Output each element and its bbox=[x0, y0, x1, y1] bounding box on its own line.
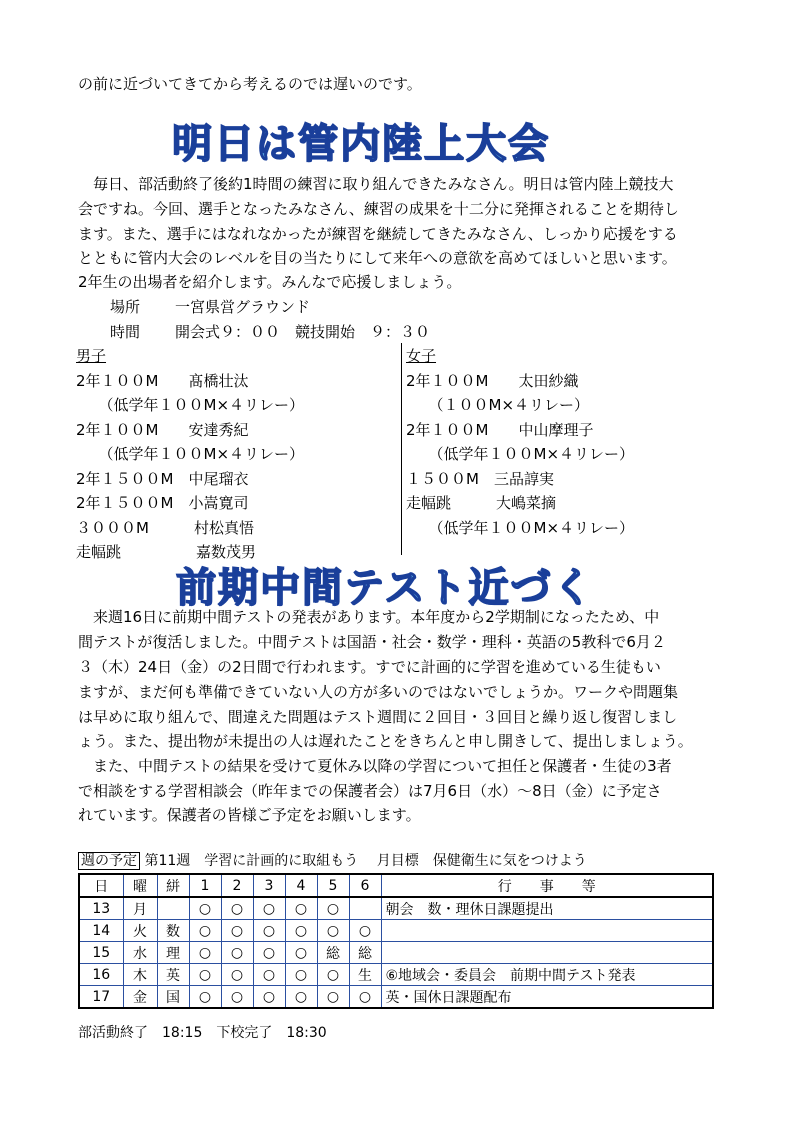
paragraph-line: とともに管内大会のレベルを目の当たりにして来年への意欲を高めてほしいと思います。 bbox=[78, 249, 677, 267]
club-time-footer: 部活動終了 18:15 下校完了 18:30 bbox=[78, 1025, 327, 1041]
table-cell: ○ bbox=[285, 964, 317, 986]
table-cell: 水 bbox=[123, 942, 157, 964]
section-title-track-meet: 明日は管内陸上大会 bbox=[172, 121, 550, 167]
table-cell: 総 bbox=[317, 942, 349, 964]
schedule-table bbox=[78, 873, 714, 1009]
boys-entry: 走幅跳 嘉数茂男 bbox=[76, 543, 257, 561]
girls-entry: １５００M 三品諄実 bbox=[406, 469, 554, 488]
girls-column bbox=[406, 344, 634, 540]
table-cell: ○ bbox=[317, 986, 349, 1009]
boys-entry: 2年１５００M 中尾瑠衣 bbox=[76, 469, 249, 488]
table-cell: ○ bbox=[317, 964, 349, 986]
table-cell: ○ bbox=[253, 897, 285, 920]
table-cell: 英 bbox=[157, 964, 189, 986]
paragraph-line: また、中間テストの結果を受けて夏休み以降の学習について担任と保護者・生徒の3者 bbox=[78, 757, 672, 775]
paragraph-line: ょう。また、提出物が未提出の人は遅れたことをきちんと申し開きして、提出しましょう。 bbox=[78, 732, 693, 750]
boys-label: 男子 bbox=[76, 347, 107, 365]
table-cell: 16 bbox=[79, 964, 123, 986]
table-cell: 月 bbox=[123, 897, 157, 920]
column-header: 曜 bbox=[123, 874, 157, 897]
table-cell: ○ bbox=[317, 920, 349, 942]
table-cell: ○ bbox=[189, 942, 221, 964]
table-cell: ○ bbox=[221, 897, 253, 920]
paragraph-line: 2年生の出場者を紹介します。みんなで応援しましょう。 bbox=[78, 273, 462, 291]
boys-entry: 2年１００M 髙橋壮汰 bbox=[76, 371, 249, 390]
event-cell: 朝会 数・理休日課題提出 bbox=[381, 897, 713, 920]
event-cell bbox=[381, 920, 713, 942]
table-cell: ○ bbox=[253, 964, 285, 986]
continuation-line: の前に近づいてきてから考えるのでは遅いのです。 bbox=[78, 75, 422, 93]
girls-label: 女子 bbox=[406, 347, 437, 365]
paragraph-line: は早めに取り組んで、間違えた問題はテスト週間に２回目・３回目と繰り返し復習しまし bbox=[78, 708, 678, 726]
table-cell bbox=[349, 897, 381, 920]
boys-entry: 2年１５００M 小嵩寛司 bbox=[76, 494, 249, 512]
column-header: 3 bbox=[253, 874, 285, 897]
section-title-midterm-test: 前期中間テスト近づく bbox=[176, 565, 595, 611]
table-cell: ○ bbox=[221, 942, 253, 964]
table-cell: ○ bbox=[253, 986, 285, 1009]
column-header: 行 事 等 bbox=[381, 874, 713, 897]
table-cell: 国 bbox=[157, 986, 189, 1009]
table-cell: 15 bbox=[79, 942, 123, 964]
table-cell: 数 bbox=[157, 920, 189, 942]
table-cell: ○ bbox=[221, 986, 253, 1009]
paragraph-line: 会ですね。今回、選手となったみなさん、練習の成果を十二分に発揮されることを期待し bbox=[78, 200, 679, 218]
table-cell: 総 bbox=[349, 942, 381, 964]
table-cell: 理 bbox=[157, 942, 189, 964]
paragraph-line: 間テストが復活しました。中間テストは国語・社会・数学・理科・英語の5教科で6月２ bbox=[78, 633, 666, 651]
boys-entry: 2年１００M 安達秀紀 bbox=[76, 420, 249, 439]
table-header-row bbox=[79, 874, 713, 897]
table-cell bbox=[157, 897, 189, 920]
table-cell: ○ bbox=[349, 986, 381, 1009]
column-header: 日 bbox=[79, 874, 123, 897]
table-cell: 13 bbox=[79, 897, 123, 920]
column-divider bbox=[401, 343, 402, 555]
column-header: 絣 bbox=[157, 874, 189, 897]
table-cell: ○ bbox=[253, 920, 285, 942]
boys-entry: ３０００M 村松真悟 bbox=[76, 518, 254, 537]
table-cell: ○ bbox=[189, 920, 221, 942]
table-cell: ○ bbox=[189, 897, 221, 920]
table-cell: ○ bbox=[189, 986, 221, 1009]
paragraph-line: ３（木）24日（金）の2日間で行われます。すでに計画的に学習を進めている生徒もい bbox=[78, 658, 661, 676]
girls-entry: 2年１００M 中山摩理子 bbox=[406, 420, 594, 439]
table-cell: 14 bbox=[79, 920, 123, 942]
table-cell: ○ bbox=[285, 942, 317, 964]
table-cell: 生 bbox=[349, 964, 381, 986]
table-cell: ○ bbox=[285, 920, 317, 942]
table-row bbox=[79, 920, 713, 942]
schedule-header-text: 第11週 学習に計画的に取組もう 月目標 保健衛生に気をつけよう bbox=[144, 853, 587, 869]
girls-entry: （低学年１００M×４リレー） bbox=[406, 518, 635, 537]
paragraph-line: ますが、まだ何も準備できていない人の方が多いのではないでしょうか。ワークや問題集 bbox=[78, 683, 679, 701]
event-cell bbox=[381, 942, 713, 964]
table-row bbox=[79, 897, 713, 920]
place-label: 場所 bbox=[110, 298, 141, 316]
time-value: 開会式９：００ 競技開始 ９：３０ bbox=[175, 323, 431, 341]
boys-entry: （低学年１００M×４リレー） bbox=[76, 396, 305, 414]
girls-entry: （１００M×４リレー） bbox=[406, 396, 590, 414]
boys-column bbox=[76, 344, 304, 565]
schedule-header bbox=[78, 850, 587, 870]
paragraph-line: で相談をする学習相談会（昨年までの保護者会）は7月6日（水）～8日（金）に予定さ bbox=[78, 782, 662, 800]
event-cell: 英・国休日課題配布 bbox=[381, 986, 713, 1009]
time-label: 時間 bbox=[110, 323, 141, 341]
boys-entry: （低学年１００M×４リレー） bbox=[76, 445, 305, 463]
table-cell: 17 bbox=[79, 986, 123, 1009]
table-cell: 木 bbox=[123, 964, 157, 986]
column-header: 5 bbox=[317, 874, 349, 897]
table-cell: ○ bbox=[317, 897, 349, 920]
paragraph-line: 来週16日に前期中間テストの発表があります。本年度から2学期制になったため、中 bbox=[78, 608, 660, 626]
table-cell: ○ bbox=[349, 920, 381, 942]
table-cell: ○ bbox=[221, 964, 253, 986]
table-cell: ○ bbox=[189, 964, 221, 986]
table-cell: ○ bbox=[221, 920, 253, 942]
girls-entry: （低学年１００M×４リレー） bbox=[406, 445, 635, 463]
table-cell: ○ bbox=[285, 986, 317, 1009]
column-header: 4 bbox=[285, 874, 317, 897]
paragraph-line: ます。また、選手にはなれなかったが練習を継続してきたみなさん、しっかり応援をする bbox=[78, 225, 678, 243]
column-header: 1 bbox=[189, 874, 221, 897]
event-cell: ⑥地域会・委員会 前期中間テスト発表 bbox=[381, 964, 713, 986]
schedule-label: 週の予定 bbox=[78, 852, 140, 870]
column-header: 2 bbox=[221, 874, 253, 897]
table-cell: 金 bbox=[123, 986, 157, 1009]
place-value: 一宮県営グラウンド bbox=[175, 298, 311, 316]
table-cell: 火 bbox=[123, 920, 157, 942]
girls-entry: 2年１００M 太田紗織 bbox=[406, 371, 579, 390]
table-row bbox=[79, 986, 713, 1009]
girls-entry: 走幅跳 大嶋菜摘 bbox=[406, 494, 557, 512]
column-header: 6 bbox=[349, 874, 381, 897]
paragraph-line: れています。保護者の皆様ご予定をお願いします。 bbox=[78, 806, 421, 824]
table-row bbox=[79, 964, 713, 986]
table-cell: ○ bbox=[253, 942, 285, 964]
table-cell: ○ bbox=[285, 897, 317, 920]
paragraph-line: 毎日、部活動終了後約1時間の練習に取り組んできたみなさん。明日は管内陸上競技大 bbox=[78, 175, 674, 193]
table-row bbox=[79, 942, 713, 964]
